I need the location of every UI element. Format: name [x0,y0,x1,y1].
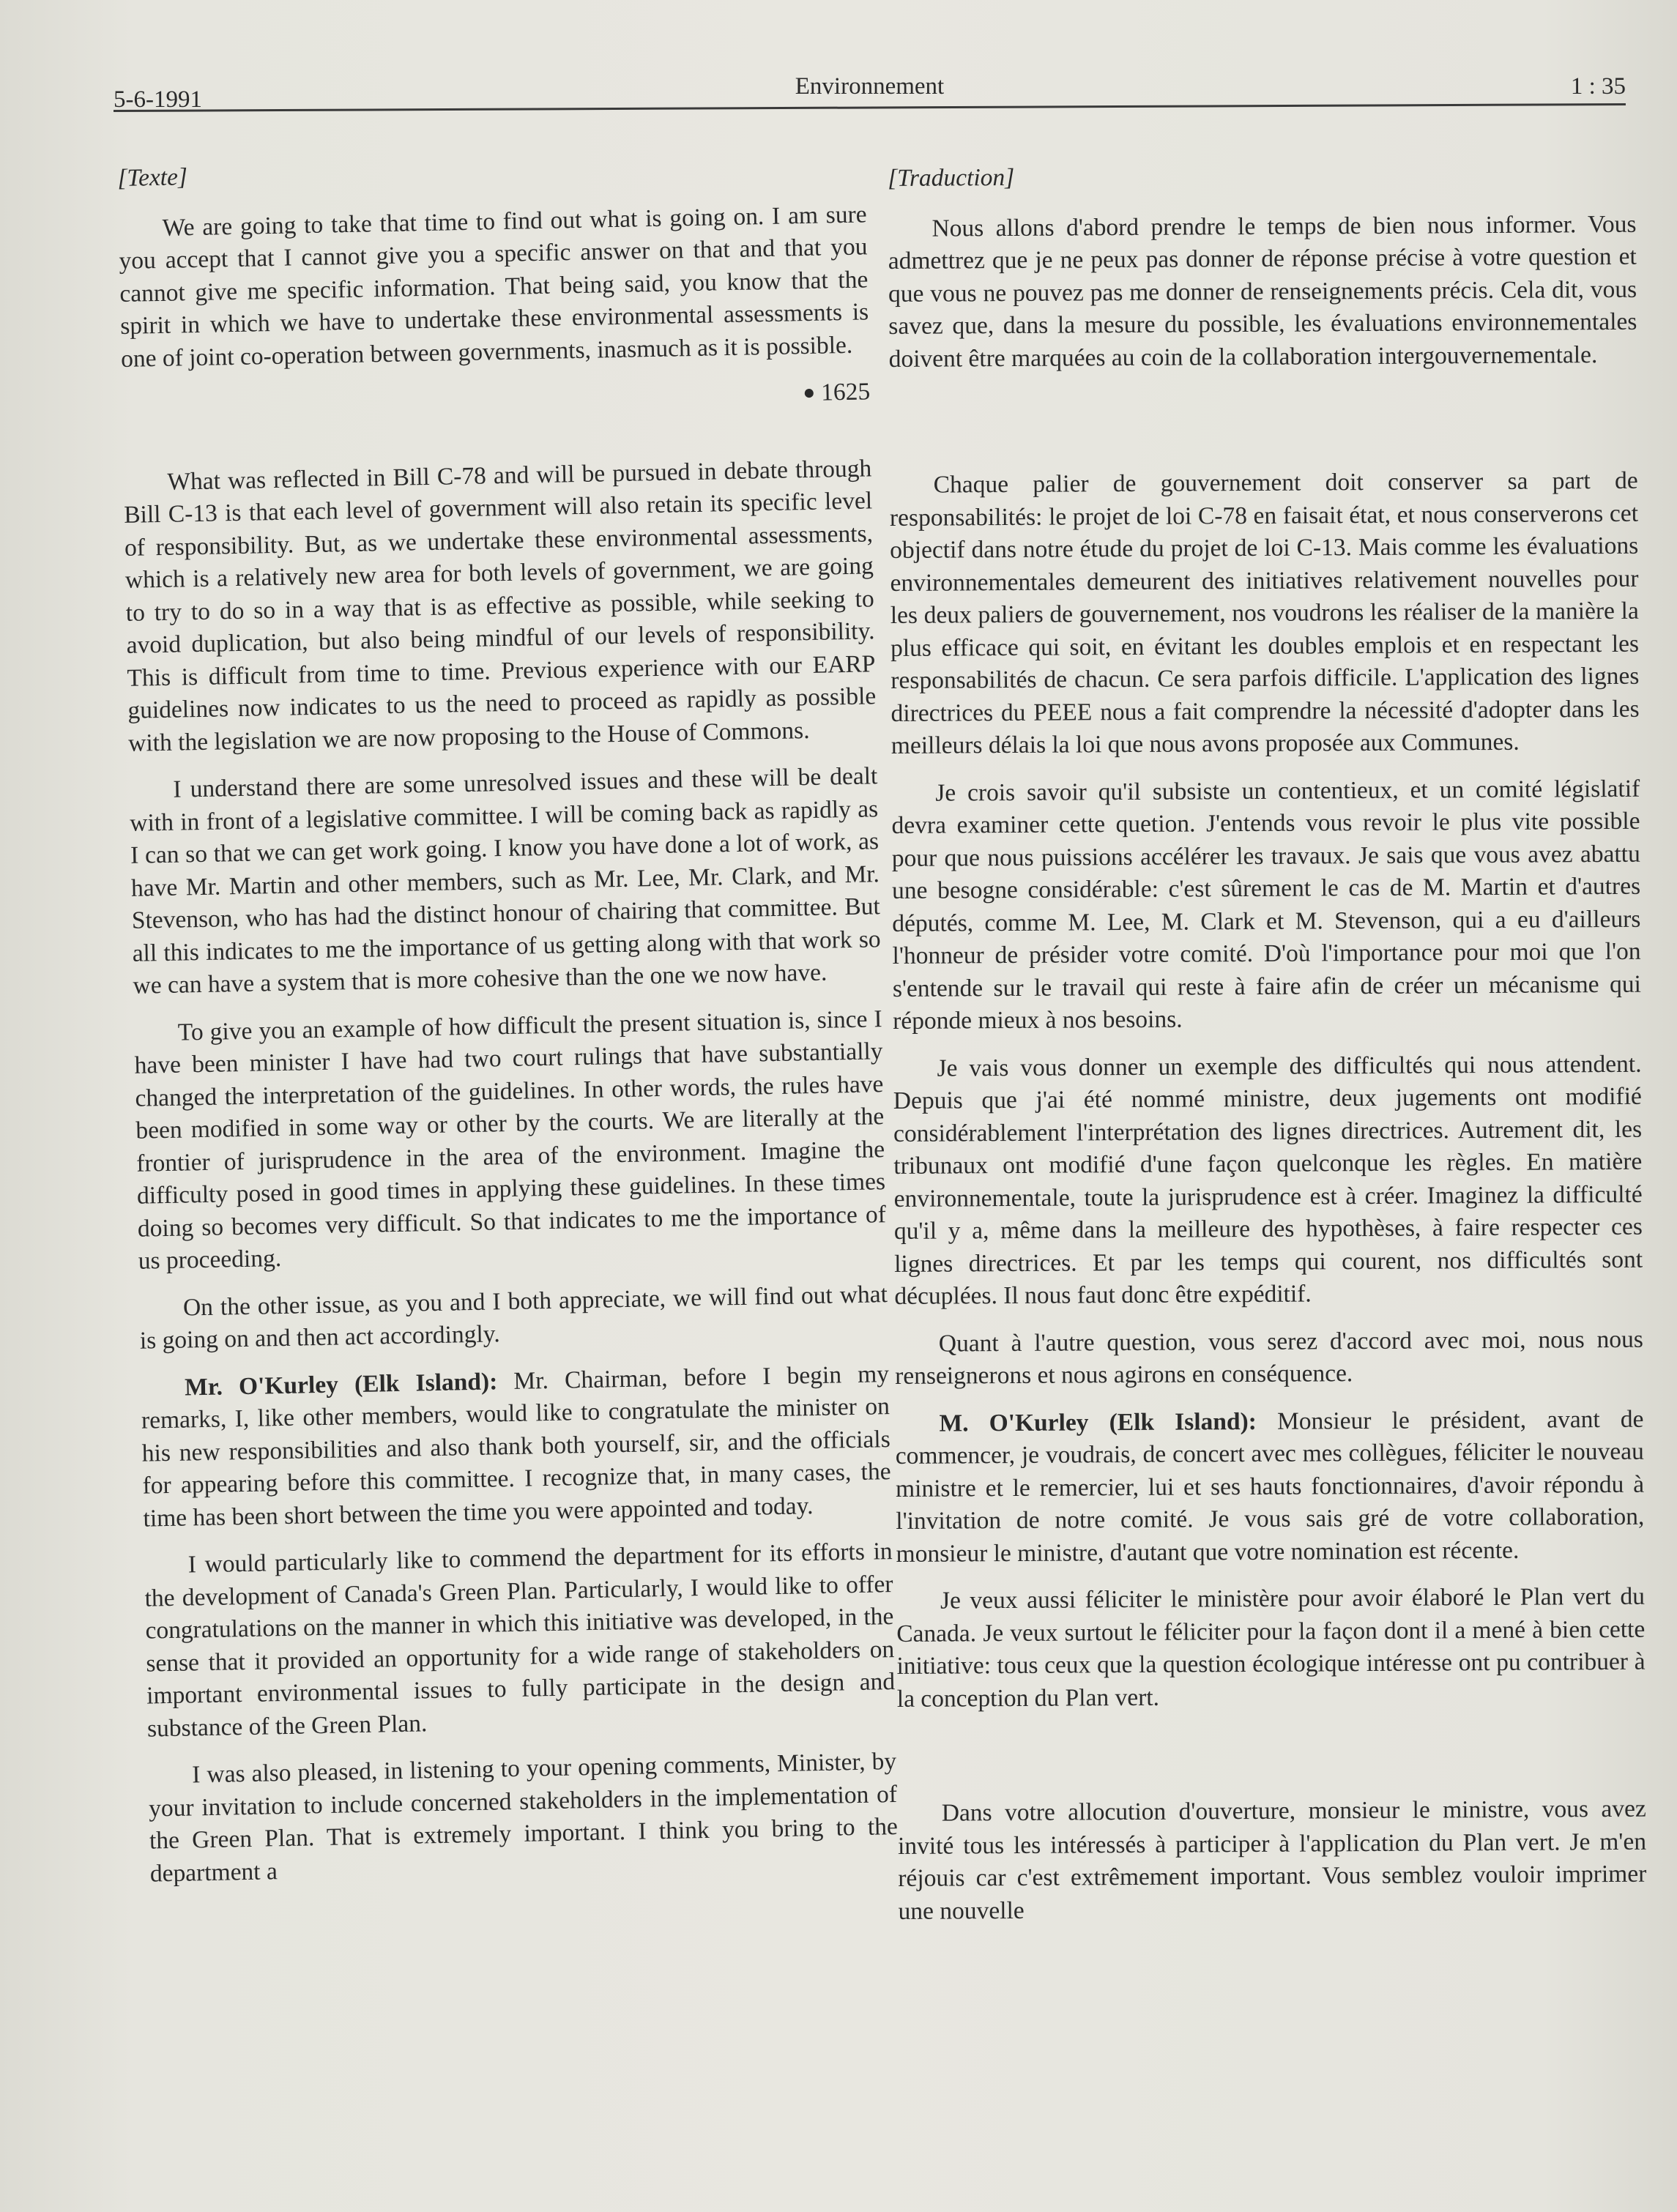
en-paragraph-5: On the other issue, as you and I both appreciate, we will find out what is going on and then act accordingly. [139,1280,888,1355]
language-tag-texte: [Texte] [117,163,188,192]
fr-paragraph-5: Quant à l'autre question, vous serez d'accord avec moi, nous nous renseignerons et nous agirons en conséquence. [895,1325,1643,1390]
en-paragraph-7: I would particularly like to commend the department for its efforts in the development of Canada's Green Plan. Particularly, I would like to offer congratulations on the manner in which this initiative was developed, in the sense that it provided an opportunity for a wide range of stakeholders on important environmental issues to fully participate in the design and substance of the Green Plan. [144,1538,896,1743]
en-paragraph-2: What was reflected in Bill C-78 and will be pursued in debate through Bill C-13 is that each level of government will also retain its specific level of responsibility. But, as we undertake these environmental assessments, which is a relatively new area for both levels of government, we are going to try to do so in a way that is as effective as possible, while seeking to avoid duplication, but also being mindful of our levels of responsibility. This is difficult from time to time. Previous experience with our EARP guidelines now indicates to us the need to proceed as rapidly as possible with the legislation we are now proposing to the House of Commons. [123,454,877,757]
fr-spacer-2 [897,1726,1646,1798]
english-column [117,148,899,1904]
en-speaker-text: Mr. Chairman, before I begin my remarks, I, like other members, would like to congratulate the minister on his new responsibilities and also thank both yourself, sir, and the officials for appearing before this committee. I recognize that, in many cases, the time has been short between the time you were appointed and today. [141,1360,891,1533]
en-paragraph-3: I understand there are some unresolved issues and these will be dealt with in front of a legislative committee. I will be coming back as rapidly as I can so that we can get work going. I know you have done a lot of work, as have Mr. Martin and other members, such as Mr. Lee, Mr. Clark, and Mr. Stevenson, who has had the distinct honour of chairing that committee. But all this indicates to me the importance of us getting along with that work so we can have a system that is more cohesive than the one we now have. [129,762,881,999]
en-speaker-name: Mr. O'Kurley (Elk Island): [184,1367,498,1401]
language-tag-traduction: [Traduction] [888,163,1015,192]
fr-paragraph-8: Dans votre allocution d'ouverture, monsieur le ministre, vous avez invité tous les intéressés à participer à l'application du Plan vert. Je m'en réjouis car c'est extrêmement important. Vous semblez vouloir imprimer une nouvelle [897,1795,1647,1925]
fr-paragraph-4: Je vais vous donner un exemple des difficultés qui nous attendent. Depuis que j'ai été nommé ministre, deux jugements ont modifié considérablement l'interprétation des lignes directrices. Autrement dit, les tribunaux ont modifié d'une façon quelconque les règles. En matière environnementale, toute la jurisprudence est à créer. Imaginez la difficulté qu'il y a, même dans la meilleure des hypothèses, à faire respecter ces lignes directrices. Et par les temps qui courent, nos difficultés sont décuplées. Il nous faut donc être expéditif. [893,1050,1643,1310]
time-marker-value: 1625 [820,378,871,406]
french-column [888,158,1647,1943]
en-paragraph-4: To give you an example of how difficult the present situation is, since I have been minister I have had two court rulings that have substantially changed the interpretation of the guidelines. In other words, the rules have been modified in some way or other by the courts. We are literally at the frontier of jurisprudence in the area of the environment. Imagine the difficulty posed in good times in applying these guidelines. In these times doing so becomes very difficult. So that indicates to me the importance of us proceeding. [134,1005,887,1275]
fr-spacer-1 [889,386,1638,469]
fr-paragraph-2: Chaque palier de gouvernement doit conserver sa part de responsabilités: le projet de loi C-78 en faisait état, et nous conserverons cet objectif dans notre étude du projet de loi C-13. Mais comme les évaluations environnementales demeurent des initiatives relativement nouvelles pour les deux paliers de gouvernement, nos voudrons les réaliser de la manière la plus efficace qui soit, en évitant les doubles emplois et en respectant les responsabilités de chacun. Ce sera parfois difficile. L'application des lignes directrices du PEEE nous a fait comprendre la nécessité d'adopter dans les meilleurs délais la loi que nous avons proposée aux Communes. [889,466,1640,759]
header-date: 5-6-1991 [114,86,202,113]
bullet-icon: ● [802,381,816,405]
en-paragraph-6 [141,1358,892,1535]
fr-speaker-name: M. O'Kurley (Elk Island): [939,1407,1257,1437]
fr-speaker-text: Monsieur le président, avant de commencer, je voudrais, de concert avec mes collègues, féliciter le nouveau ministre et le remercier, lui et ses hauts fonctionnaires, d'avoir répondu à l'invitation de notre comité. Je vous sais gré de votre collaboration, monsieur le ministre, d'autant que votre nomination est récente. [895,1405,1645,1568]
fr-paragraph-7: Je veux aussi féliciter le ministère pour avoir élaboré le Plan vert du Canada. Je veux surtout le féliciter pour la façon dont il a mené à bien cette initiative: tous ceux que la question écologique intéresse ont pu contribuer à la conception du Plan vert. [896,1582,1646,1713]
en-paragraph-8: I was also pleased, in listening to your opening comments, Minister, by your invitation to include concerned stakeholders in the implementation of the Green Plan. That is extremely important. I think you bring to the department a [148,1747,899,1888]
fr-paragraph-6 [895,1403,1644,1571]
fr-paragraph-3: Je crois savoir qu'il subsiste un contentieux, et un comité législatif devra examiner cette quetion. J'entends vous revoir le plus vite possible pour que nous puissions accélérer les travaux. Je sais que vous avez abattu une besogne considérable: c'est sûrement le cas de M. Martin et d'autres députés, comme M. Lee, M. Clark et M. Stevenson, qui a eu d'ailleurs l'honneur de présider votre comité. D'où l'importance pour moi que l'on s'entende sur le travail qui reste à faire afin de créer un mécanisme qui réponde mieux à nos besoins. [891,775,1641,1035]
header-page-number: 1 : 35 [1570,73,1626,100]
header-title: Environnement [795,73,945,100]
time-marker [122,376,871,422]
fr-paragraph-1: Nous allons d'abord prendre le temps de bien nous informer. Vous admettrez que je ne peux pas donner de réponse précise à votre question et que vous ne pouvez pas me donner de renseignements précis. Cela dit, vous savez que, dans la mesure du possible, les évaluations environnementales doivent être marquées au coin de la collaboration intergouvernementale. [888,210,1637,373]
en-paragraph-1: We are going to take that time to find out what is going on. I am sure you accept that I cannot give you a specific answer on that and that you cannot give me specific information. That being said, you know that the spirit in which we have to undertake these environmental assessments is one of joint co-operation between governments, inasmuch as it is possible. [119,200,869,373]
